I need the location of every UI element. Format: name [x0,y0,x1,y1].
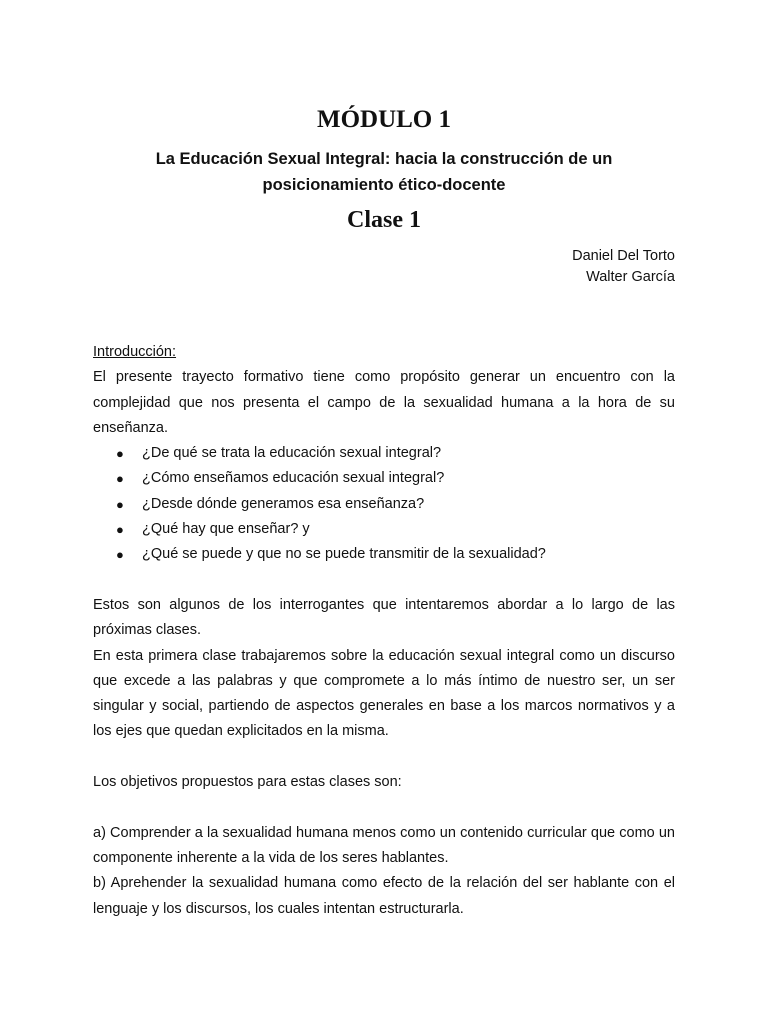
author-name: Walter García [586,269,675,285]
questions-note-paragraph: Estos son algunos de los interrogantes que intentaremos abordar a lo largo de las próximas clases. [93,596,675,639]
first-class-paragraph: En esta primera clase trabajaremos sobre la educación sexual integral como un discurso que excede a las palabras y que compromete a lo más íntimo de nuestro ser, un ser singular y social, partiendo de aspectos generales en base a los marcos normativos y a los ejes que quedan explicitados en la misma. [93,647,675,740]
question-text: ¿Qué se puede y que no se puede transmitir de la sexualidad? [142,546,546,563]
module-subtitle: La Educación Sexual Integral: hacia la construcción de un posicionamiento ético-docente [155,150,613,194]
list-item [116,441,675,466]
author-name: Daniel Del Torto [572,248,675,264]
spacer [93,795,675,820]
intro-heading: Introducción: [93,344,177,360]
objective-a: a) Comprender a la sexualidad humana menos como un contenido curricular que como un componente inherente a la vida de los seres hablantes. [93,824,675,866]
list-item [116,492,675,517]
question-text: ¿De qué se trata la educación sexual integral? [142,445,442,462]
objectives-intro: Los objetivos propuestos para estas clases son: [93,774,402,791]
document-body [93,340,675,922]
module-title: MÓDULO 1 [316,106,452,133]
bullet-icon: ● [116,446,124,462]
question-text: ¿Desde dónde generamos esa enseñanza? [142,495,425,512]
question-text: ¿Qué hay que enseñar? y [142,521,310,538]
bullet-icon: ● [116,496,124,512]
class-title: Clase 1 [347,207,421,233]
bullet-icon: ● [116,522,124,538]
question-text: ¿Cómo enseñamos educación sexual integral? [142,470,445,487]
intro-paragraph: El presente trayecto formativo tiene como propósito generar un encuentro con la complejidad que nos presenta el campo de la sexualidad humana a la hora de su enseñanza. [93,369,675,436]
list-item [116,466,675,491]
question-list [93,441,675,567]
list-item [116,542,675,567]
authors [572,246,675,288]
list-item [116,517,675,542]
spacer [93,568,675,593]
spacer [93,745,675,770]
objective-b: b) Aprehender la sexualidad humana como efecto de la relación del ser hablante con el lenguaje y los discursos, los cuales intentan estructurarla. [93,875,675,917]
bullet-icon: ● [116,471,124,487]
bullet-icon: ● [116,547,124,563]
